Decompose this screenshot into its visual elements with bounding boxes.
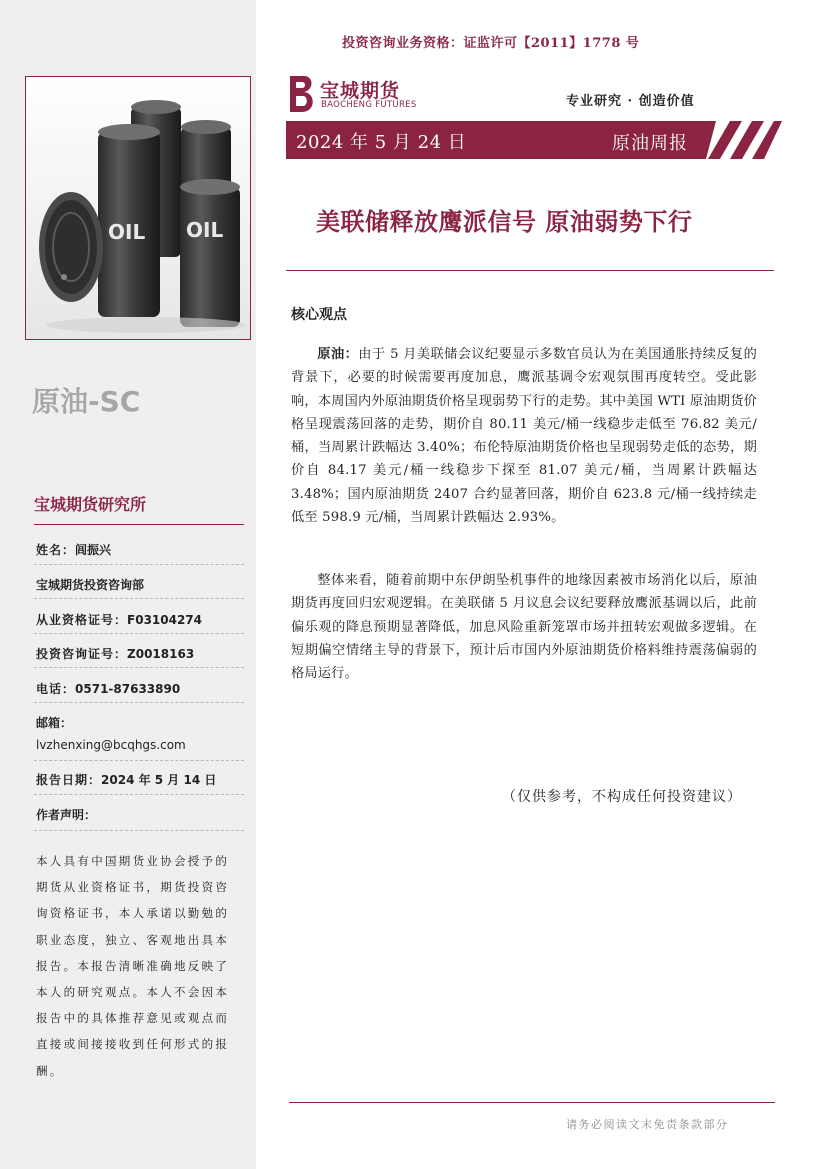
phone-value: 0571-87633890 bbox=[75, 682, 181, 696]
consult-number bbox=[36, 645, 194, 662]
company-logo bbox=[284, 74, 434, 116]
analyst-dept: 宝城期货投资咨询部 bbox=[36, 578, 145, 592]
cert-value: F03104274 bbox=[127, 613, 203, 627]
logo-cn-text: 宝城期货 bbox=[320, 80, 401, 102]
divider bbox=[34, 760, 244, 761]
paragraph-1-lead: 原油： bbox=[317, 347, 359, 362]
consult-label: 投资咨询证号： bbox=[36, 647, 128, 661]
analyst-name bbox=[36, 541, 111, 558]
paragraph-1-text: 由于 5 月美联储会议纪要显示多数官员认为在美国通胀持续反复的背景下，必要的时候需要再度加息，鹰派基调令宏观氛围再度转空。受此影响，本周国内外原油期货价格呈现弱势下行的走势。其中美国 WTI 原油期货价格呈现震荡回落的走势，期价自 80.11 美元/桶一线稳步走低至 76.82 美元/桶，当周累计跌幅达 3.40%；布伦特原油期货价格也呈现弱势走低的态势，期价自 84.17 美元/桶一线稳步下探至 81.07 美元/桶，当周累计跌幅达 3.48%；国内原油期货 2407 合约显著回落，期价自 623.8 元/桶一线持续走低至 598.9 元/桶，当周累计跌幅达 2.93%。 bbox=[291, 347, 757, 526]
report-date-value: 2024 年 5 月 14 日 bbox=[101, 773, 217, 787]
analyst-name-value: 闾振兴 bbox=[75, 543, 112, 557]
svg-text:OIL: OIL bbox=[108, 220, 146, 244]
core-view-heading: 核心观点 bbox=[291, 307, 347, 323]
statement-label: 作者声明： bbox=[36, 808, 97, 822]
slogan: 专业研究 · 创造价值 bbox=[566, 94, 695, 109]
email-link[interactable]: lvzhenxing@bcqhgs.com bbox=[36, 738, 186, 752]
author-statement: 本人具有中国期货业协会授予的期货从业资格证书，期货投资咨询资格证书，本人承诺以勤勉的职业态度，独立、客观地出具本报告。本报告清晰准确地反映了本人的研究观点。本人不会因本报告中的具体推荐意见或观点而直接或间接接收到任何形式的报酬。 bbox=[36, 854, 230, 1078]
paragraph-1 bbox=[291, 343, 757, 529]
divider bbox=[34, 794, 244, 795]
footer-note: 请务必阅读文末免责条款部分 bbox=[566, 1118, 729, 1131]
oil-barrels-photo bbox=[25, 76, 251, 340]
sidebar bbox=[0, 0, 256, 1169]
report-date bbox=[36, 771, 216, 788]
divider bbox=[34, 667, 244, 668]
email-label: 邮箱： bbox=[36, 716, 73, 730]
report-date-banner: 2024 年 5 月 24 日 bbox=[296, 132, 467, 153]
disclaimer: （仅供参考，不构成任何投资建议） bbox=[502, 789, 742, 805]
analyst-name-label: 姓名： bbox=[36, 543, 76, 557]
consult-value: Z0018163 bbox=[127, 647, 195, 661]
footer-divider bbox=[289, 1102, 775, 1103]
divider bbox=[34, 598, 244, 599]
license-text: 投资咨询业务资格：证监许可【2011】1778 号 bbox=[342, 36, 640, 51]
institute-name: 宝城期货研究所 bbox=[34, 495, 147, 514]
report-date-label: 报告日期： bbox=[36, 773, 102, 787]
svg-text:OIL: OIL bbox=[186, 218, 224, 242]
title-divider bbox=[286, 270, 774, 271]
product-name: 原油-SC bbox=[32, 385, 141, 418]
institute-divider bbox=[34, 524, 244, 525]
logo-en-text: BAOCHENG FUTURES bbox=[321, 100, 417, 110]
paragraph-2: 整体来看，随着前期中东伊朗坠机事件的地缘因素被市场消化以后，原油期货再度回归宏观逻辑。在美联储 5 月议息会议纪要释放鹰派基调以后，此前偏乐观的降息预期显著降低，加息风险重新笼罩市场并扭转宏观做多逻辑。在短期偏空情绪主导的背景下，预计后市国内外原油期货价格料维持震荡偏弱的格局运行。 bbox=[291, 573, 757, 682]
divider bbox=[34, 830, 244, 831]
divider bbox=[34, 564, 244, 565]
phone bbox=[36, 680, 180, 697]
divider bbox=[34, 633, 244, 634]
report-title: 美联储释放鹰派信号 原油弱势下行 bbox=[316, 208, 693, 236]
logo-mark-icon bbox=[284, 74, 318, 114]
divider bbox=[34, 702, 244, 703]
report-type: 原油周报 bbox=[612, 133, 688, 154]
cert-label: 从业资格证号： bbox=[36, 613, 128, 627]
cert-number bbox=[36, 611, 202, 628]
phone-label: 电话： bbox=[36, 682, 76, 696]
